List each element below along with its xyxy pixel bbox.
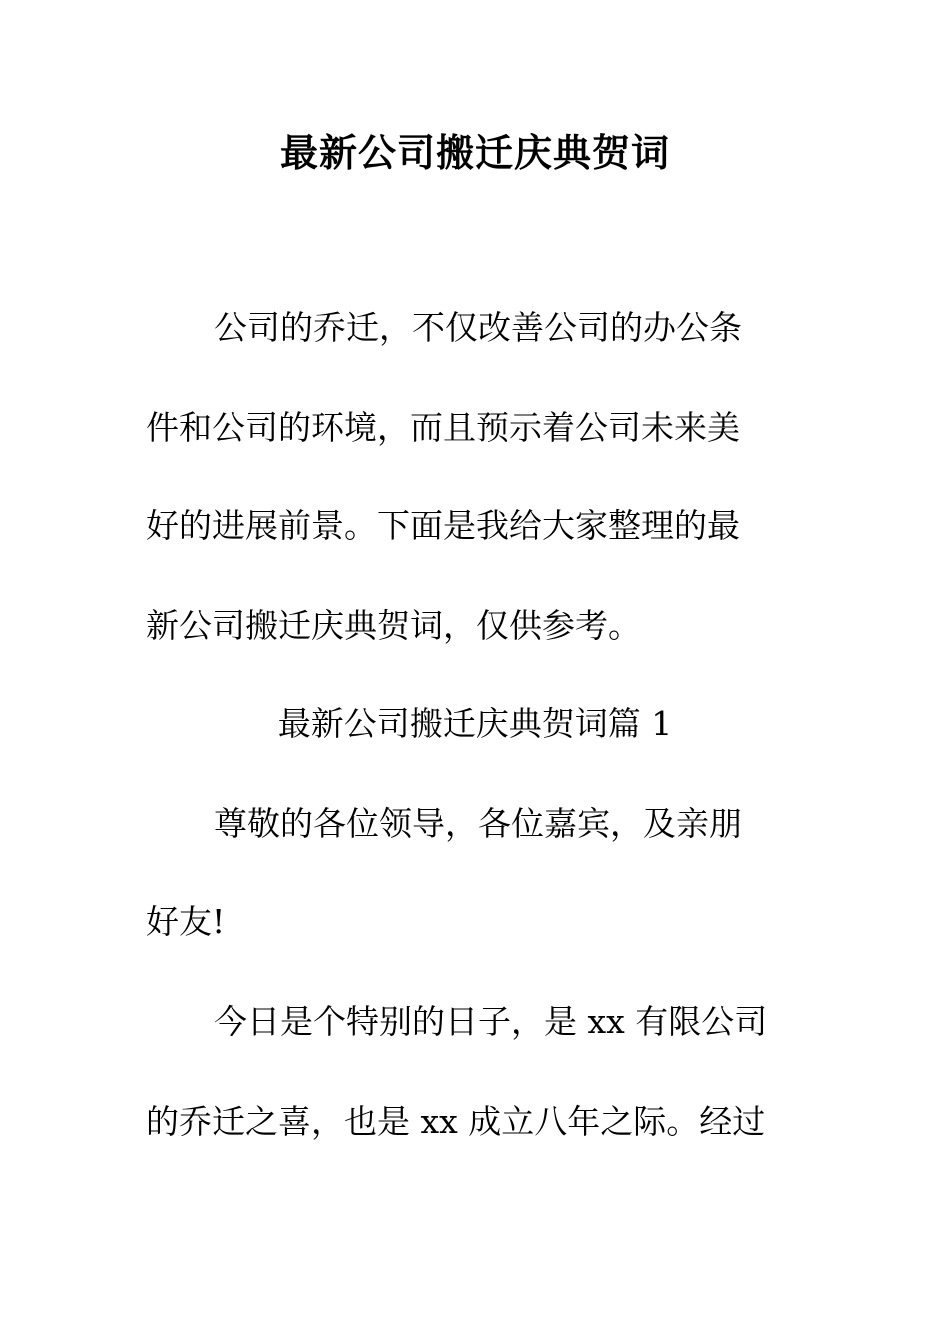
body-line-2: 的乔迁之喜，也是 xx 成立八年之际。经过 <box>146 1102 766 1141</box>
greeting-line-1: 尊敬的各位领导，各位嘉宾，及亲朋 <box>214 804 742 843</box>
intro-line-2: 件和公司的环境，而且预示着公司未来美 <box>146 408 740 447</box>
body-line-1: 今日是个特别的日子，是 xx 有限公司 <box>214 1002 768 1041</box>
greeting-line-2: 好友! <box>146 902 226 941</box>
section-title: 最新公司搬迁庆典贺词篇 1 <box>277 704 673 743</box>
intro-line-3: 好的进展前景。下面是我给大家整理的最 <box>146 506 740 545</box>
intro-line-4: 新公司搬迁庆典贺词，仅供参考。 <box>146 606 641 645</box>
document-title: 最新公司搬迁庆典贺词 <box>279 130 670 175</box>
intro-line-1: 公司的乔迁，不仅改善公司的办公条 <box>214 308 742 347</box>
